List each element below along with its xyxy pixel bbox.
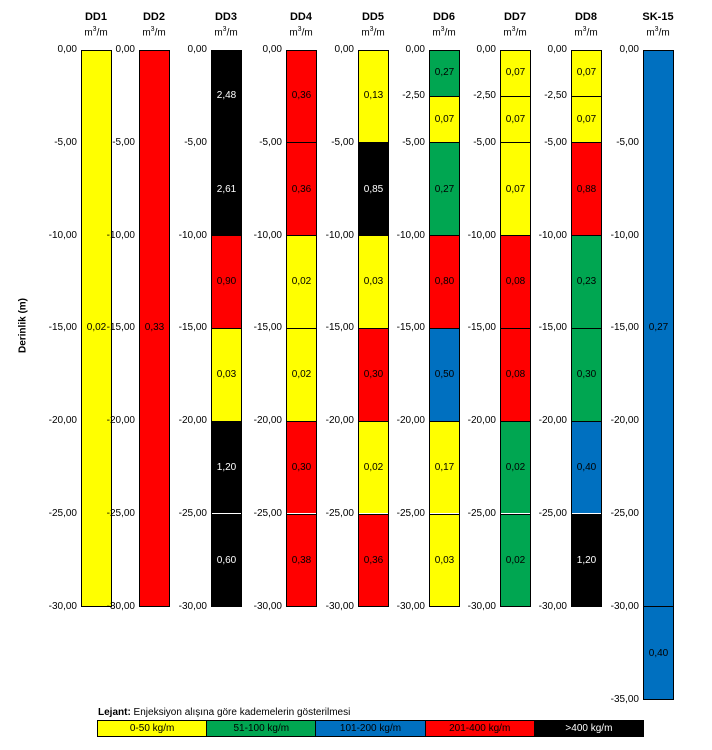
legend-item: 101-200 kg/m xyxy=(315,721,424,736)
grout-segment xyxy=(212,50,241,142)
depth-tick-dd6: -5,00 xyxy=(402,136,425,148)
grout-segment xyxy=(430,142,459,235)
legend-title: Lejant: Enjeksiyon alışına göre kademelerin gösterilmesi xyxy=(98,707,351,718)
grout-segment xyxy=(212,142,241,235)
grout-segment xyxy=(501,96,530,142)
depth-tick-dd8: 0,00 xyxy=(547,44,567,55)
depth-tick-dd5: -5,00 xyxy=(331,136,354,148)
depth-tick-dd7: -2,50 xyxy=(473,90,496,102)
grout-segment xyxy=(359,328,388,421)
grout-intake-value: 0,07 xyxy=(505,67,526,79)
depth-tick-dd2: -15,00 xyxy=(106,322,135,334)
depth-tick-dd5: -15,00 xyxy=(325,322,354,334)
depth-tick-dd1: 0,00 xyxy=(57,44,77,55)
grout-segment xyxy=(359,421,388,514)
grout-intake-value: 0,88 xyxy=(576,183,597,195)
grout-intake-value: 0,27 xyxy=(434,183,455,195)
grout-segment xyxy=(501,142,530,235)
grout-intake-value: 0,02 xyxy=(291,276,312,288)
column-title-dd5: DD5 xyxy=(361,11,384,23)
depth-tick-dd2: -25,00 xyxy=(106,508,135,519)
grout-segment xyxy=(430,514,459,607)
depth-tick-dd8: -30,00 xyxy=(538,600,567,612)
grout-segment xyxy=(501,328,530,421)
depth-tick-dd5: -25,00 xyxy=(325,508,354,519)
grout-segment xyxy=(572,50,601,96)
grout-intake-value: 0,36 xyxy=(291,90,312,102)
column-title-dd2: DD2 xyxy=(142,11,165,23)
column-unit-sk-15: $m^3/m$ xyxy=(646,26,670,39)
depth-tick-dd5: -20,00 xyxy=(325,415,354,427)
depth-tick-dd3: -30,00 xyxy=(178,600,207,612)
grout-segment xyxy=(359,514,388,607)
grout-segment xyxy=(572,142,601,235)
depth-tick-dd6: -10,00 xyxy=(396,229,425,241)
grout-intake-value: 0,30 xyxy=(363,369,384,381)
grout-intake-value: 0,07 xyxy=(505,183,526,195)
column-unit-dd7: $m^3/m$ xyxy=(503,26,527,39)
grout-segment xyxy=(501,235,530,328)
grout-segment xyxy=(572,421,601,514)
grout-intake-value: 0,85 xyxy=(363,183,384,195)
column-title-dd4: DD4 xyxy=(289,11,312,23)
legend-bar xyxy=(97,720,644,737)
depth-tick-dd8: -5,00 xyxy=(544,136,567,148)
depth-tick-dd6: -2,50 xyxy=(402,90,425,102)
grout-intake-value: 0,27 xyxy=(648,322,669,334)
depth-tick-dd1: -30,00 xyxy=(48,600,77,612)
column-title-dd1: DD1 xyxy=(84,11,107,23)
grout-intake-value: 0,03 xyxy=(216,369,237,381)
y-axis-title: Derinlik (m) xyxy=(17,298,29,354)
depth-tick-dd5: -10,00 xyxy=(325,229,354,241)
grout-segment xyxy=(287,514,316,607)
depth-tick-dd3: -5,00 xyxy=(184,136,207,148)
grout-intake-value: 0,36 xyxy=(291,183,312,195)
depth-tick-dd8: -2,50 xyxy=(544,90,567,102)
legend-item: 0-50 kg/m xyxy=(98,721,206,736)
depth-tick-dd4: -5,00 xyxy=(259,136,282,148)
grout-intake-value: 0,38 xyxy=(291,554,312,566)
grout-intake-value: 0,07 xyxy=(434,114,455,126)
grout-segment xyxy=(430,328,459,421)
column-unit-dd3: $m^3/m$ xyxy=(214,26,238,39)
depth-tick-dd1: -20,00 xyxy=(48,415,77,427)
depth-tick-dd2: -30,00 xyxy=(106,600,135,612)
depth-tick-dd5: -30,00 xyxy=(325,600,354,612)
depth-tick-dd8: -25,00 xyxy=(538,508,567,519)
grout-intake-value: 1,20 xyxy=(216,462,237,474)
grout-intake-value: 0,36 xyxy=(363,554,384,566)
column-title-dd6: DD6 xyxy=(432,11,455,23)
grout-segment xyxy=(644,606,673,699)
grout-segment xyxy=(287,50,316,142)
depth-tick-sk-15: -15,00 xyxy=(610,322,639,334)
grout-segment xyxy=(359,235,388,328)
grout-intake-value: 0,50 xyxy=(434,369,455,381)
grout-segment xyxy=(212,514,241,607)
depth-tick-dd2: 0,00 xyxy=(115,44,135,55)
depth-tick-dd7: -25,00 xyxy=(467,508,496,519)
depth-tick-sk-15: -10,00 xyxy=(610,229,639,241)
depth-tick-dd2: -5,00 xyxy=(112,136,135,148)
depth-tick-dd4: -15,00 xyxy=(253,322,282,334)
grout-segment xyxy=(430,235,459,328)
grout-segment xyxy=(287,142,316,235)
grout-intake-value: 0,80 xyxy=(434,276,455,288)
depth-tick-sk-15: -20,00 xyxy=(610,415,639,427)
depth-tick-dd6: 0,00 xyxy=(405,44,425,55)
depth-tick-dd4: -30,00 xyxy=(253,600,282,612)
grout-segment xyxy=(287,421,316,514)
column-unit-dd6: $m^3/m$ xyxy=(432,26,456,39)
depth-tick-dd1: -15,00 xyxy=(48,322,77,334)
column-unit-dd5: $m^3/m$ xyxy=(361,26,385,39)
grout-segment xyxy=(212,235,241,328)
depth-tick-dd7: -20,00 xyxy=(467,415,496,427)
grout-segment xyxy=(572,328,601,421)
depth-tick-dd6: -25,00 xyxy=(396,508,425,519)
grout-segment xyxy=(430,96,459,142)
grout-segment xyxy=(287,235,316,328)
grout-intake-value: 0,08 xyxy=(505,276,526,288)
grout-intake-value: 0,60 xyxy=(216,554,237,566)
depth-tick-dd3: 0,00 xyxy=(187,44,207,55)
depth-tick-dd3: -10,00 xyxy=(178,229,207,241)
depth-tick-dd8: -15,00 xyxy=(538,322,567,334)
grout-intake-value: 0,02 xyxy=(363,462,384,474)
column-title-dd3: DD3 xyxy=(214,11,237,23)
depth-tick-dd2: -10,00 xyxy=(106,229,135,241)
grout-intake-value: 0,02 xyxy=(291,369,312,381)
depth-tick-dd1: -10,00 xyxy=(48,229,77,241)
depth-tick-dd8: -20,00 xyxy=(538,415,567,427)
column-title-sk-15: SK-15 xyxy=(642,11,674,23)
depth-tick-dd3: -20,00 xyxy=(178,415,207,427)
grout-intake-value: 0,33 xyxy=(144,322,165,334)
grout-intake-value: 0,90 xyxy=(216,276,237,288)
depth-tick-dd1: -25,00 xyxy=(48,508,77,519)
grout-segment xyxy=(430,50,459,96)
column-unit-dd1: $m^3/m$ xyxy=(84,26,108,39)
depth-tick-dd4: -20,00 xyxy=(253,415,282,427)
column-unit-dd2: $m^3/m$ xyxy=(142,26,166,39)
column-title-dd7: DD7 xyxy=(503,11,526,23)
grout-intake-value: 0,02 xyxy=(505,554,526,566)
depth-tick-dd3: -25,00 xyxy=(178,508,207,519)
legend-item: >400 kg/m xyxy=(534,721,643,736)
depth-tick-dd7: 0,00 xyxy=(476,44,496,55)
grout-intake-value: 0,07 xyxy=(505,114,526,126)
depth-tick-dd3: -15,00 xyxy=(178,322,207,334)
depth-tick-sk-15: 0,00 xyxy=(619,44,639,55)
grout-intake-value: 0,17 xyxy=(434,462,455,474)
grout-intake-value: 0,07 xyxy=(576,67,597,79)
depth-tick-dd7: -15,00 xyxy=(467,322,496,334)
grout-intake-value: 0,30 xyxy=(576,369,597,381)
grout-intake-value: 0,03 xyxy=(363,276,384,288)
legend-item: 51-100 kg/m xyxy=(206,721,315,736)
grout-segment xyxy=(359,142,388,235)
depth-tick-dd5: 0,00 xyxy=(334,44,354,55)
depth-tick-dd4: 0,00 xyxy=(262,44,282,55)
column-unit-dd4: $m^3/m$ xyxy=(289,26,313,39)
grout-intake-value: 0,07 xyxy=(576,114,597,126)
grout-intake-value: 0,23 xyxy=(576,276,597,288)
grout-intake-value: 0,13 xyxy=(363,90,384,102)
depth-tick-dd7: -10,00 xyxy=(467,229,496,241)
grout-intake-value: 0,40 xyxy=(648,647,669,659)
column-title-dd8: DD8 xyxy=(574,11,597,23)
grout-segment xyxy=(212,328,241,421)
depth-tick-sk-15: -30,00 xyxy=(610,600,639,612)
depth-tick-dd4: -25,00 xyxy=(253,508,282,519)
depth-tick-dd8: -10,00 xyxy=(538,229,567,241)
depth-tick-dd7: -30,00 xyxy=(467,600,496,612)
grout-intake-value: 0,40 xyxy=(576,462,597,474)
grout-segment xyxy=(430,421,459,514)
grout-segment xyxy=(644,50,673,606)
grout-segment xyxy=(572,96,601,142)
depth-tick-sk-15: -5,00 xyxy=(616,136,639,148)
depth-tick-dd4: -10,00 xyxy=(253,229,282,241)
grout-segment xyxy=(501,421,530,514)
depth-tick-dd7: -5,00 xyxy=(473,136,496,148)
grout-intake-value: 0,03 xyxy=(434,554,455,566)
depth-tick-dd6: -30,00 xyxy=(396,600,425,612)
depth-tick-dd2: -20,00 xyxy=(106,415,135,427)
column-unit-dd8: $m^3/m$ xyxy=(574,26,598,39)
depth-tick-sk-15: -35,00 xyxy=(610,693,639,705)
grout-segment xyxy=(572,514,601,607)
grout-intake-value: 0,27 xyxy=(434,67,455,79)
grout-segment xyxy=(212,421,241,514)
grout-segment xyxy=(572,235,601,328)
grout-intake-value: 0,30 xyxy=(291,462,312,474)
grout-intake-value: 2,48 xyxy=(216,90,237,102)
depth-tick-sk-15: -25,00 xyxy=(610,508,639,519)
grout-intake-value: 0,02 xyxy=(86,322,107,334)
grout-intake-value: 1,20 xyxy=(576,554,597,566)
borehole-column-sk-15 xyxy=(643,50,674,700)
grout-intake-value: 0,08 xyxy=(505,369,526,381)
grout-intake-value: 2,61 xyxy=(216,183,237,195)
legend-item: 201-400 kg/m xyxy=(425,721,534,736)
grout-segment xyxy=(501,514,530,607)
depth-tick-dd1: -5,00 xyxy=(54,136,77,148)
grout-intake-value: 0,02 xyxy=(505,462,526,474)
depth-tick-dd6: -20,00 xyxy=(396,415,425,427)
grout-segment xyxy=(501,50,530,96)
depth-tick-dd6: -15,00 xyxy=(396,322,425,334)
grout-segment xyxy=(287,328,316,421)
